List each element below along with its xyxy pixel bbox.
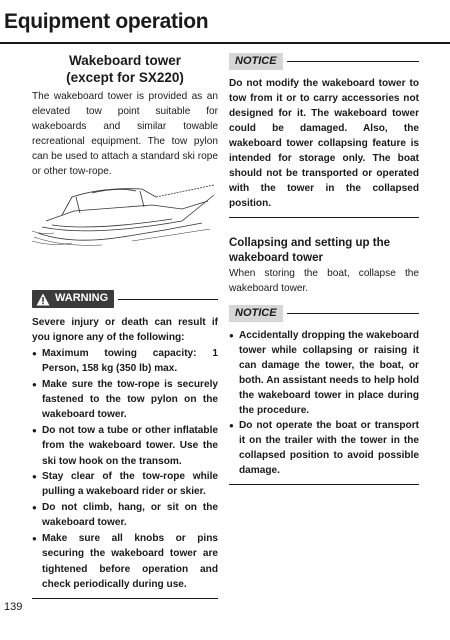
warning-item: ● Do not tow a tube or other inflatable from the wakeboard tower. Use the ski tow hook on the transom. xyxy=(32,423,218,469)
subsection-text: When storing the boat, collapse the wakeboard tower. xyxy=(229,268,419,294)
notice-header-2 xyxy=(229,304,419,322)
section-title-line2: (except for SX220) xyxy=(66,70,184,85)
boat-with-tower-illustration xyxy=(32,175,218,250)
warning-list xyxy=(32,346,218,593)
subsection-title: Collapsing and setting up the wakeboard tower xyxy=(229,237,390,264)
header-rule xyxy=(0,42,450,44)
warning-item: ● Maximum towing capacity: 1 Person, 158 kg (350 lb) max. xyxy=(32,346,218,377)
warning-item: ● Make sure the tow-rope is securely fastened to the tow pylon on the wakeboard tower. xyxy=(32,377,218,423)
warning-item: ● Do not climb, hang, or sit on the wakeboard tower. xyxy=(32,500,218,531)
notice-end-rule xyxy=(229,217,419,218)
warning-end-rule xyxy=(32,598,218,599)
section-title-line1: Wakeboard tower xyxy=(68,53,182,68)
page-header-title: Equipment operation xyxy=(4,10,209,33)
warning-header xyxy=(32,289,218,309)
warning-item: ● Make sure all knobs or pins securing the wakeboard tower are tightened before operation and check periodically during use. xyxy=(32,531,218,593)
warning-triangle-icon xyxy=(36,293,50,306)
right-column xyxy=(229,52,419,485)
warning-block xyxy=(32,289,218,599)
page-number: 139 xyxy=(4,601,23,613)
notice-rule-2 xyxy=(287,313,419,314)
notice-text: Do not modify the wakeboard tower to tow from it or to carry accessories not designed for it. The wakeboard tower could be damaged. Also, the wakeboard tower collapsing feature is intended for storage only. The boat should not be transported or operated with the tower in the collapsed position. xyxy=(229,78,419,209)
left-column xyxy=(32,52,218,179)
warning-item: ● Stay clear of the tow-rope while pulling a wakeboard rider or skier. xyxy=(32,469,218,500)
notice-item: ● Accidentally dropping the wakeboard tower while collapsing or raising it can damage the tower, the boat, or both. An assistant needs to help hold the wakeboard tower in place during the procedure. xyxy=(229,328,419,418)
warning-label-text: WARNING xyxy=(55,292,109,305)
warning-intro: Severe injury or death can result if you ignore any of the following: xyxy=(32,317,218,344)
notice-label: NOTICE xyxy=(229,53,283,70)
notice-label-2: NOTICE xyxy=(229,305,283,322)
notice-item: ● Do not operate the boat or transport it on the trailer with the tower in the collapsed position to avoid possible damage. xyxy=(229,418,419,478)
intro-paragraph: The wakeboard tower is provided as an elevated tow point suitable for wakeboards and similar towable recreational equipment. The tow pylon can be used to attach a standard ski rope or other tow-rope. xyxy=(32,91,218,177)
notice-header xyxy=(229,52,419,70)
notice-list xyxy=(229,328,419,478)
section-title xyxy=(32,52,218,86)
warning-label xyxy=(32,290,114,308)
warning-rule xyxy=(118,299,218,300)
notice-rule xyxy=(287,61,419,62)
notice-end-rule-2 xyxy=(229,484,419,485)
